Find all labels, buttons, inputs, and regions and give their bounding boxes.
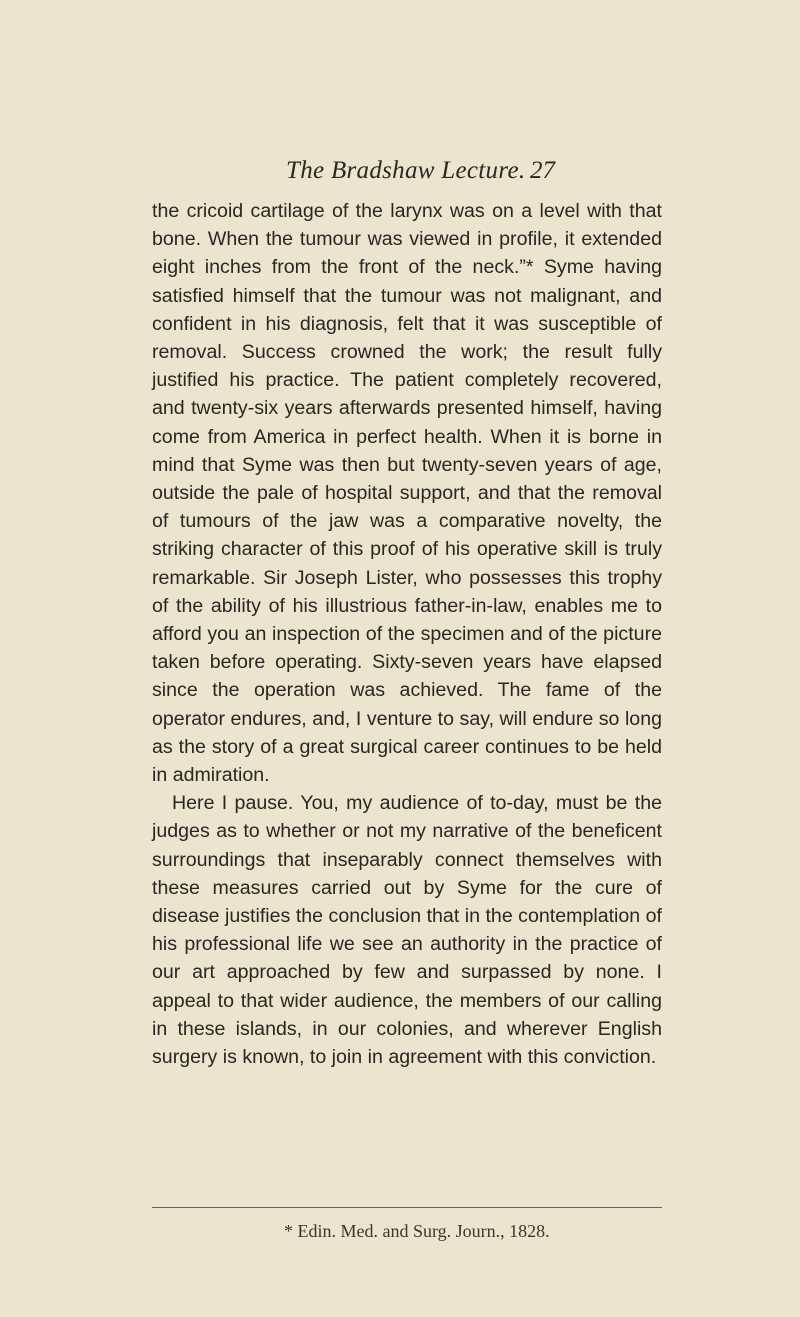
page-number: 27	[530, 157, 555, 184]
footnote: * Edin. Med. and Surg. Journ., 1828.	[284, 1221, 550, 1241]
paragraph-1: the cricoid cartilage of the larynx was on a level with that bone. When the tumour was viewed in profile, it extended eight inches from the front of the neck.”* Syme having satisfied himself that the tumour was not malignant, and confident in his diagnosis, felt that it was susceptible of removal. Success crowned the work; the result fully justified his practice. The patient completely recovered, and twenty-six years afterwards presented himself, having come from America in perfect health. When it is borne in mind that Syme was then but twenty-seven years of age, outside the pale of hospital support, and that the removal of tumours of the jaw was a comparative novelty, the striking character of this proof of his operative skill is truly remarkable. Sir Joseph Lister, who possesses this trophy of the ability of his illustrious father-in-law, enables me to afford you an inspection of the specimen and of the picture taken before operating. Sixty-seven years have elapsed since the operation was achieved. The fame of the operator endures, and, I venture to say, will endure so long as the story of a great surgical career continues to be held in admiration.	[152, 200, 662, 787]
running-title: The Bradshaw Lecture.	[286, 157, 526, 184]
running-header	[0, 157, 800, 197]
body-text	[152, 197, 662, 1071]
paragraph-2: Here I pause. You, my audience of to-day, must be the judges as to whether or not my narrative of the beneficent surroundings that inseparably connect themselves with these measures carried out by Syme for the cure of disease justifies the conclusion that in the contemplation of his professional life we see an authority in the practice of our art approached by few and surpassed by none. I appeal to that wider audience, the members of our calling in these islands, in our colonies, and wherever English surgery is known, to join in agreement with this conviction.	[152, 792, 662, 1069]
footnote-rule	[152, 1207, 662, 1208]
